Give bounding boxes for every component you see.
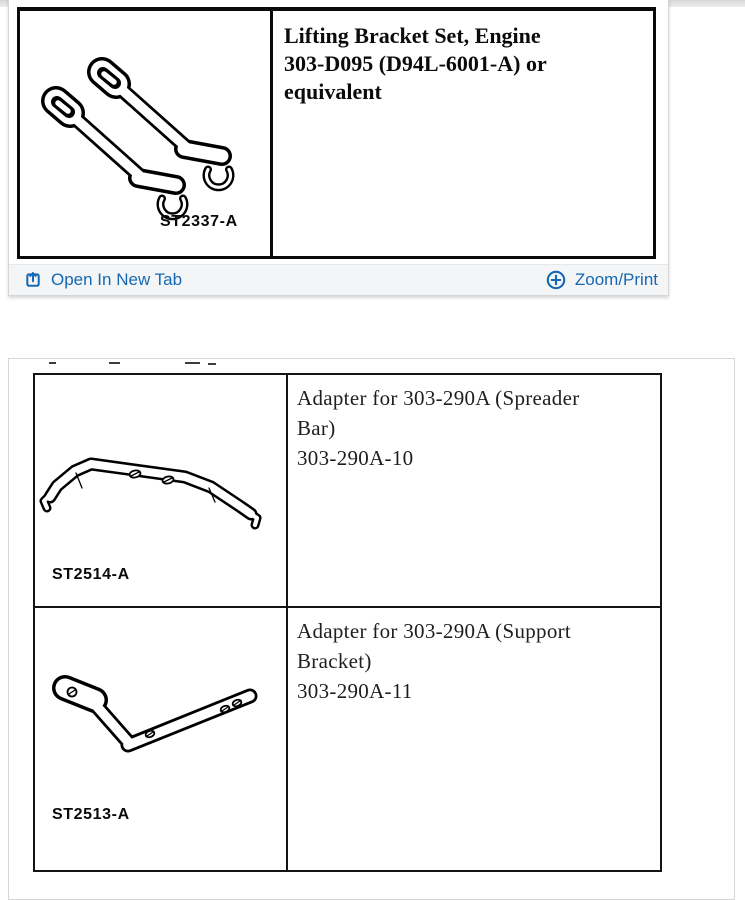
tool-viewer-card xyxy=(8,0,669,296)
tool-description-line: 303-290A-11 xyxy=(297,679,413,703)
tool-description-line: 303-D095 (D94L-6001-A) or xyxy=(284,51,547,76)
tool-description-cell xyxy=(288,375,660,606)
open-in-new-tab-icon xyxy=(24,271,42,289)
tool-image-cell xyxy=(35,608,288,870)
scan-artifact xyxy=(185,362,200,364)
tool-description-cell xyxy=(288,608,660,870)
tool-description-line: Bar) xyxy=(297,416,336,440)
tool-description-line: Lifting Bracket Set, Engine xyxy=(284,23,541,48)
zoom-print-label: Zoom/Print xyxy=(574,270,658,289)
scan-artifact xyxy=(49,362,56,364)
open-in-new-tab-link[interactable] xyxy=(24,270,182,290)
tool-description-line: Adapter for 303-290A (Spreader xyxy=(297,386,580,410)
image-toolbar xyxy=(9,264,668,295)
tool-id-label: ST2337-A xyxy=(160,213,238,230)
tool-description-cell xyxy=(273,11,653,256)
tool-id-label: ST2514-A xyxy=(52,566,130,583)
scanned-tool-table[interactable] xyxy=(17,7,656,259)
zoom-print-link[interactable] xyxy=(546,270,658,290)
tool-id-label: ST2513-A xyxy=(52,806,130,823)
tool-description-line: equivalent xyxy=(284,79,382,104)
tool-image-cell xyxy=(20,11,273,256)
tool-description-line: Bracket) xyxy=(297,649,372,673)
scan-artifact xyxy=(109,362,120,364)
lifting-brackets-drawing xyxy=(20,11,264,247)
tool-image-cell xyxy=(35,375,288,606)
tool-description-line: Adapter for 303-290A (Support xyxy=(297,619,572,643)
scan-artifact xyxy=(208,363,216,365)
open-in-new-tab-label: Open In New Tab xyxy=(51,270,183,289)
scanned-adapter-table[interactable] xyxy=(33,373,662,872)
table-row xyxy=(35,375,660,608)
tool-description-line: 303-290A-10 xyxy=(297,446,414,470)
table-row xyxy=(35,608,660,870)
adapter-table-card xyxy=(8,358,735,900)
zoom-plus-icon xyxy=(546,270,566,290)
